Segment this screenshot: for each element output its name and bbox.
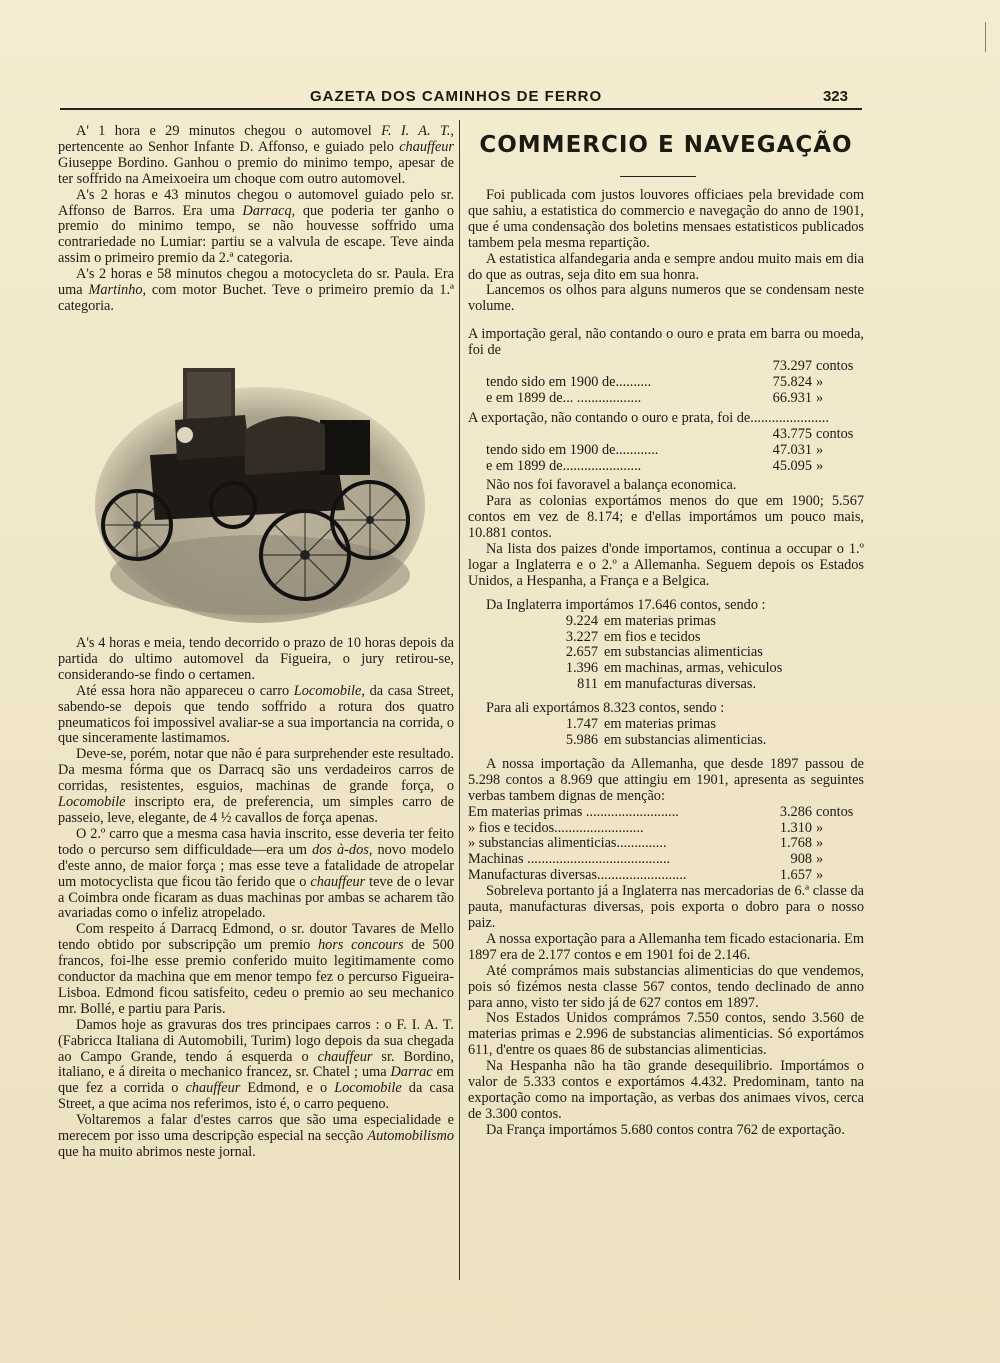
paragraph: Com respeito á Darracq Edmond, o sr. doutor Tavares de Mello tendo obtido por subscripção um premio hors concours de 500 francos, foi-lhe esse premio conferido muito legitimamente como conductor da machina que em menor tempo fez o percurso Figueira-Lisboa. Edmond ficou satisfeito, cedeu o premio ao seu mechanico mr. Bollé, e partiu para Paris. [58,921,454,1017]
column-divider [459,120,460,1280]
row-value: 45.095 [772,457,812,474]
paragraph: A nossa exportação para a Allemanha tem ficado estacionaria. Em 1897 era de 2.177 contos e em 1901 foi de 2.146. [468,930,864,963]
item-text: em machinas, armas, vehiculos [604,660,783,677]
row-value: 66.931 [772,389,812,406]
table-row [486,359,864,375]
row-unit: contos [816,803,854,820]
item-amount: 2.657 [565,644,598,661]
germany-import-table [468,805,864,885]
paragraph: Damos hoje as gravuras dos tres principaes carros : o F. I. A. T. (Fabricca Italiana di Automobili, Turim) logo depois da sua chegada ao Campo Grande, tendo á esquerda o chauffeur sr. Bordino, italiano, e á direita o mechanico francez, sr. Chatel ; uma Darrac em que fez a corrida o chauffeur Edmond, e o Locomobile da casa Street, a que acima nos referimos, isto é, o carro pequeno. [58,1016,454,1113]
row-unit: » [816,819,824,836]
row-value: 43.775 [772,425,812,442]
uk-import-list [468,614,864,694]
item-amount: 3.227 [565,628,598,645]
row-label [486,359,752,375]
publication-title: GAZETA DOS CAMINHOS DE FERRO [310,88,603,105]
row-label: » fios e tecidos......................... [468,820,644,836]
header-rule [60,108,862,110]
row-unit: » [816,457,824,474]
paragraph: A's 4 horas e meia, tendo decorrido o prazo de 10 horas depois da partida do ultimo automovel da Figueira, o jury retirou-se, considerando-se findo o certamen. [58,635,454,683]
automobile-engraving [95,360,425,625]
paragraph: Voltaremos a falar d'estes carros que são uma especialidade e merecem por isso uma descripção especial na secção Automobilismo que ha muito abrimos neste jornal. [58,1112,454,1160]
left-column-top [58,124,454,315]
row-value: 75.824 [772,373,812,390]
row-unit: » [816,867,824,884]
row-value: 1.657 [779,867,812,884]
title-rule [620,176,696,177]
uk-export-intro: Para ali exportámos 8.323 contos, sendo : [486,700,725,717]
item-text: em manufacturas diversas. [604,676,757,693]
row-unit: contos [816,425,854,442]
table-row [486,459,864,475]
row-unit: » [816,373,824,390]
margin-mark [985,22,986,52]
row-value: 1.768 [779,835,812,852]
paragraph: Na Hespanha não ha tão grande desequilibrio. Importámos o valor de 5.333 contos e exportámos 4.432. Predominam, tanto na exportação como na importação, as verbas dos animaes vivos, cerca de 3.300 contos. [468,1058,864,1122]
row-value: 3.286 [779,803,812,820]
row-label: e em 1899 de...................... [486,458,642,474]
row-unit: contos [816,358,854,375]
row-label: » substancias alimenticias.............. [468,836,667,852]
table-row [468,821,864,837]
list-item [548,661,864,677]
item-amount: 9.224 [565,612,598,629]
table-row [468,836,864,852]
item-amount: 1.747 [565,716,598,733]
item-amount: 811 [577,676,598,693]
row-label: Machinas ........................................ [468,852,671,868]
import-intro: A importação geral, não contando o ouro e prata em barra ou moeda, foi de [468,326,864,359]
export-rows [468,427,864,475]
list-item [548,733,864,749]
section-title: COMMERCIO E NAVEGAÇÃO [479,132,853,158]
page-header [60,88,862,110]
paragraph: Não nos foi favoravel a balança economica. [486,477,737,494]
table-row [486,391,864,407]
car-illustration [95,360,425,625]
row-value: 73.297 [772,358,812,375]
export-summary [468,411,864,475]
table-row [468,805,864,821]
row-value: 1.310 [779,819,812,836]
row-unit: » [816,441,824,458]
row-unit: » [816,851,824,868]
paragraph: A nossa importação da Allemanha, que desde 1897 passou de 5.298 contos a 8.969 que attingiu em 1901, apresenta as seguintes verbas tambem dignas de menção: [468,755,864,804]
paragraph: O 2.º carro que a mesma casa havia inscrito, esse deveria ter feito todo o percurso sem difficuldade—era um dos à-dos, novo modelo d'este anno, de maior força ; mas esse teve a fatalidade de atropelar um motocyclista que ficou tão ferido que o chauffeur teve de o levar a Coimbra onde ficaram as duas machinas por ambas se acharem tão avariadas como o infeliz atropelado. [58,825,455,922]
item-amount: 1.396 [565,660,598,677]
uk-import-intro: Da Inglaterra importámos 17.646 contos, sendo : [486,596,766,613]
paragraph: A's 2 horas e 58 minutos chegou a motocycleta do sr. Paula. Era uma Martinho, com motor Buchet. Teve o primeiro premio da 1.ª categoria. [58,266,454,314]
list-item [548,717,864,733]
paragraph: Deve-se, porém, notar que não é para surprehender este resultado. Da mesma fórma que os Darracq são uns verdadeiros carros de corridas, resistentes, esguios, machinas de grande força, o Locomobile inscripto era, de preferencia, um simples carro de passeio, leve, elegante, de 4 ½ cavallos de força apenas. [58,746,454,826]
row-label: e em 1899 de... .................. [486,390,642,406]
item-text: em materias primas [604,612,716,629]
table-row [486,443,864,459]
import-summary [468,327,864,407]
row-label: tendo sido em 1900 de.......... [486,374,652,390]
import-rows [468,359,864,407]
item-amount: 5.986 [565,732,598,748]
paragraph: A estatistica alfandegaria anda e sempre andou muito mais em dia do que as outras, seja dito em sua honra. [468,250,864,283]
row-label [486,427,752,443]
paragraph: Para as colonias exportámos menos do que em 1900; 5.567 contos em vez de 8.174; e d'ellas importámos um pouco mais, 10.881 contos. [468,493,864,542]
list-item [548,677,864,693]
list-item [548,630,864,646]
paragraph: Sobreleva portanto já a Inglaterra nas mercadorias de 6.ª classe da pauta, manufacturas diversas, pois exporta o dobro para o nosso paiz. [468,883,864,931]
paragraph: Da França importámos 5.680 contos contra 762 de exportação. [486,1121,845,1138]
list-item [548,614,864,630]
paragraph: Foi publicada com justos louvores officiaes pela brevidade com que sahiu, a estatistica do commercio e navegação do anno de 1901, que é uma condensação dos boletins mensaes estatisticos publicados tambem pela mesma repartição. [468,187,864,251]
table-row [486,427,864,443]
export-intro: A exportação, não contando o ouro e prata, foi de...................... [468,409,829,426]
table-row [468,868,864,884]
paragraph: A' 1 hora e 29 minutos chegou o automovel F. I. A. T., pertencente ao Senhor Infante D. Affonso, e guiado pelo chauffeur Giuseppe Bordino. Ganhou o premio do minimo tempo, apesar de ter soffrido na Ameixoeira um choque com outro automovel. [58,123,454,187]
item-text: em fios e tecidos [604,628,701,645]
left-column-bottom [58,636,454,1161]
row-unit: » [816,389,824,406]
table-row [468,852,864,868]
row-label: Manufacturas diversas......................... [468,868,687,884]
list-item [548,645,864,661]
row-unit: » [816,835,824,852]
paragraph: A's 2 horas e 43 minutos chegou o automovel guiado pelo sr. Affonso de Barros. Era uma Darracq, que poderia ter ganho o premio do minimo tempo, se não houvesse soffrido uma contrariedade no Lumiar: partiu se a valvula de escape. Teve ainda assim o primeiro premio da 2.ª categoria. [58,186,455,267]
paragraph: Lancemos os olhos para alguns numeros que se condensam neste volume. [468,282,864,315]
paragraph: Até essa hora não appareceu o carro Locomobile, da casa Street, sabendo-se depois que tendo soffrido a rotura dos quatro pneumaticos foi impossivel avaliar-se a sua importancia na corrida, o que sinceramente lastimamos. [58,682,454,747]
table-row [486,375,864,391]
row-value: 908 [790,851,812,868]
uk-export-list [468,717,864,749]
row-label: Em materias primas .......................... [468,804,679,820]
right-column [468,188,864,1139]
page-number: 323 [822,88,848,105]
row-label: tendo sido em 1900 de............ [486,442,659,458]
item-text: em materias primas [604,716,716,733]
paragraph: Até comprámos mais substancias alimenticias do que vendemos, pois só fizémos nesta classe 567 contos, tendo declinado de anno para anno, visto ter sido já de 627 contos em 1897. [468,962,864,1011]
paragraph: Nos Estados Unidos comprámos 7.550 contos, sendo 3.560 de materias primas e 2.996 de substancias alimenticias. Só exportámos 611, d'entre os quaes 86 de substancias alimenticias. [468,1010,864,1059]
paragraph: Na lista dos paizes d'onde importamos, continua a occupar o 1.º logar a Inglaterra e o 2.º a Allemanha. Seguem depois os Estados Unidos, a Hespanha, a França e a Belgica. [468,541,864,589]
item-text: em substancias alimenticias [604,644,763,661]
row-value: 47.031 [772,441,812,458]
item-text: em substancias alimenticias. [604,732,767,748]
